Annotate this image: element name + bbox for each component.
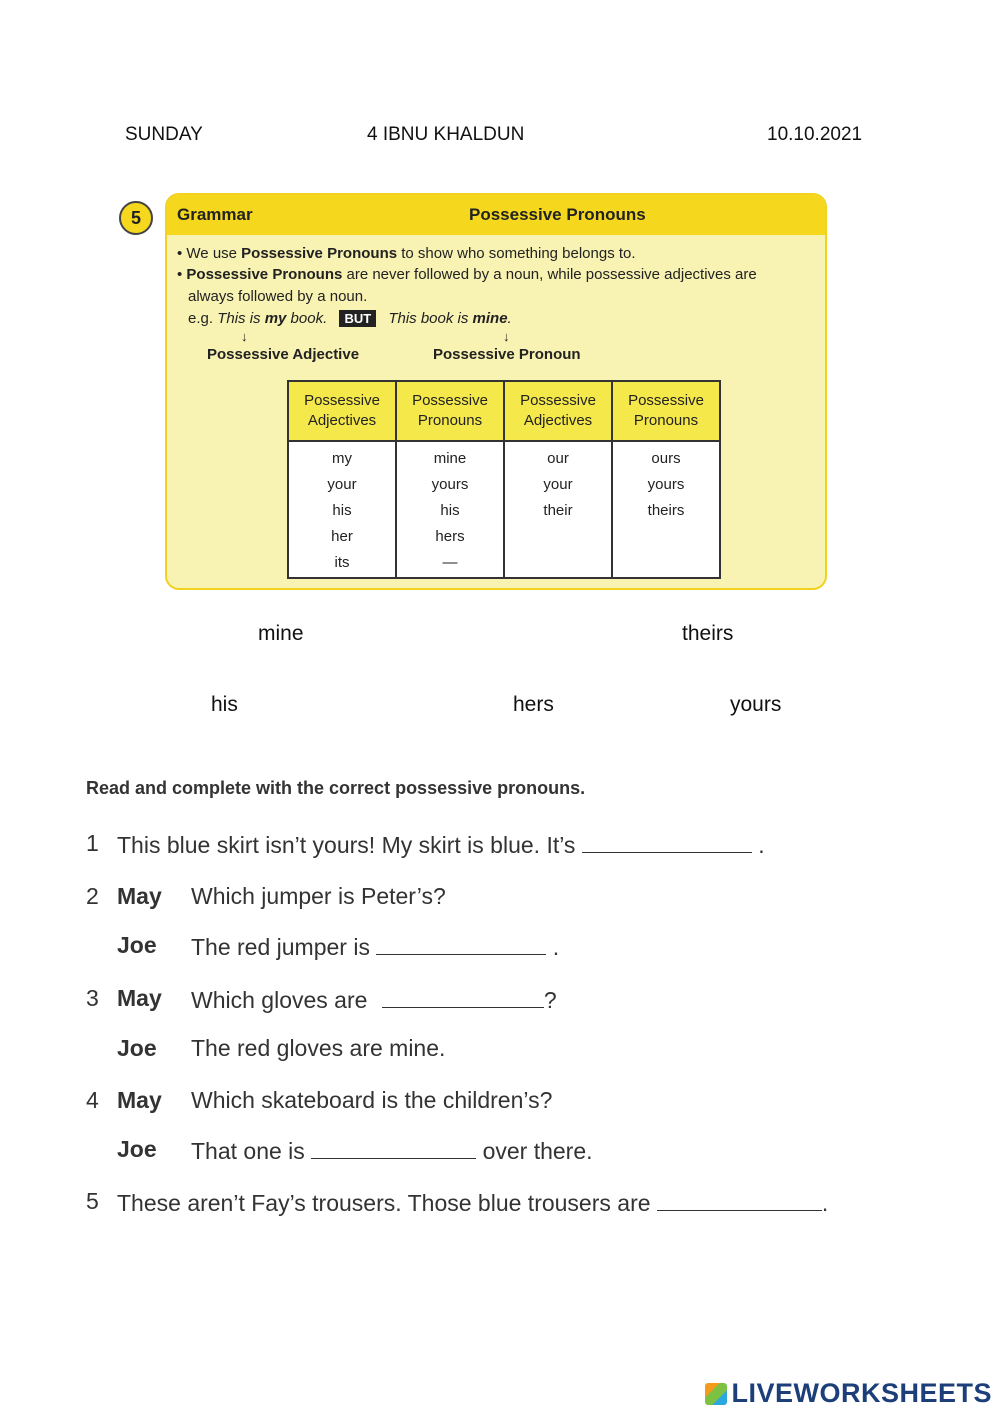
- speaker-name: May: [117, 1087, 162, 1113]
- item-text: This blue skirt isn’t yours! My skirt is blue. It’s: [117, 832, 576, 858]
- table-header-row: [288, 381, 720, 441]
- speaker-name: May: [117, 883, 162, 909]
- label-possessive-pronoun: Possessive Pronoun: [433, 346, 581, 363]
- speaker-name: May: [117, 985, 162, 1011]
- item-number: 5: [86, 1188, 99, 1214]
- bullet-2-text-b: are never followed by a noun, while possessive adjectives are: [342, 266, 757, 283]
- table-header: Possessive Adjectives: [288, 381, 396, 441]
- item-number: 2: [86, 883, 99, 909]
- word-bank-item[interactable]: mine: [258, 622, 304, 645]
- bullet-1-text-b: Possessive Pronouns: [241, 245, 398, 262]
- item-text-after: .: [758, 832, 765, 858]
- bullet-1-text-a: We use: [186, 245, 242, 262]
- item-text-after: ?: [543, 987, 557, 1013]
- down-arrow-icon: ↓: [503, 329, 510, 344]
- bullet-2-text-a: Possessive Pronouns: [186, 266, 343, 283]
- example-1-c: book.: [286, 310, 328, 327]
- table-header: Possessive Pronouns: [612, 381, 720, 441]
- item-text-after: .: [821, 1190, 829, 1216]
- word-bank-item[interactable]: hers: [513, 693, 554, 716]
- example-line: [188, 310, 512, 327]
- word-bank-item[interactable]: theirs: [682, 622, 734, 645]
- table-cell: ours yours theirs: [612, 441, 720, 578]
- item-text: The red gloves are mine.: [191, 1035, 446, 1061]
- exercise-instruction: Read and complete with the correct possessive pronouns.: [86, 778, 586, 798]
- item-number: 3: [86, 985, 99, 1011]
- liveworksheets-logo: [705, 1378, 992, 1409]
- item-number: 1: [86, 830, 99, 856]
- pronoun-table: [287, 380, 721, 579]
- item-text: These aren’t Fay’s trousers. Those blue trousers are: [117, 1190, 651, 1216]
- item-text-after: over there.: [482, 1138, 593, 1164]
- class-label: 4 IBNU KHALDUN: [367, 124, 525, 145]
- brand-name: LIVEWORKSHEETS: [731, 1378, 992, 1408]
- date-label: 10.10.2021: [767, 124, 863, 145]
- answer-blank-3[interactable]: [382, 985, 544, 1008]
- bullet-1-text-c: to show who something belongs to.: [397, 245, 636, 262]
- item-text-after: .: [552, 934, 560, 960]
- table-cell: mine yours his hers —: [396, 441, 504, 578]
- item-text: Which skateboard is the children’s?: [191, 1087, 553, 1113]
- bullet-2: • Possessive Pronouns are never followed by a noun, while possessive adjectives are: [177, 266, 757, 283]
- table-header: Possessive Adjectives: [504, 381, 612, 441]
- word-bank-item[interactable]: his: [211, 693, 238, 716]
- bullet-2-continued: always followed by a noun.: [188, 288, 368, 305]
- day-label: SUNDAY: [125, 124, 203, 145]
- example-1-b: my: [264, 310, 287, 327]
- but-label: BUT: [339, 310, 376, 327]
- item-text: That one is: [191, 1138, 305, 1164]
- example-2-c: .: [507, 310, 512, 327]
- label-possessive-adjective: Possessive Adjective: [207, 346, 360, 363]
- example-2-a: This book is: [388, 310, 473, 327]
- speaker-name: Joe: [117, 1035, 157, 1061]
- liveworksheets-logo-icon: [705, 1383, 727, 1405]
- speaker-name: Joe: [117, 932, 157, 958]
- word-bank-item[interactable]: yours: [730, 693, 782, 716]
- example-2-b: mine: [472, 310, 508, 327]
- table-cell: our your their: [504, 441, 612, 578]
- speaker-name: Joe: [117, 1136, 157, 1162]
- grammar-title: Possessive Pronouns: [469, 205, 646, 224]
- example-prefix: e.g.: [188, 310, 218, 327]
- answer-blank-1[interactable]: [582, 830, 752, 853]
- answer-blank-2[interactable]: [376, 932, 546, 955]
- item-text: The red jumper is: [191, 934, 370, 960]
- item-text: Which gloves are: [191, 987, 368, 1013]
- answer-blank-4[interactable]: [311, 1136, 476, 1159]
- bullet-1: • We use Possessive Pronouns to show who something belongs to.: [177, 245, 636, 262]
- table-cell: my your his her its: [288, 441, 396, 578]
- answer-blank-5[interactable]: [657, 1188, 822, 1211]
- grammar-box: [130, 193, 827, 590]
- down-arrow-icon: ↓: [241, 329, 248, 344]
- lesson-number-badge: 5: [119, 201, 153, 235]
- table-header: Possessive Pronouns: [396, 381, 504, 441]
- grammar-label: Grammar: [177, 205, 253, 224]
- table-body-row: [288, 441, 720, 578]
- item-number: 4: [86, 1087, 99, 1113]
- item-text: Which jumper is Peter’s?: [191, 883, 446, 909]
- example-1-a: This is: [217, 310, 265, 327]
